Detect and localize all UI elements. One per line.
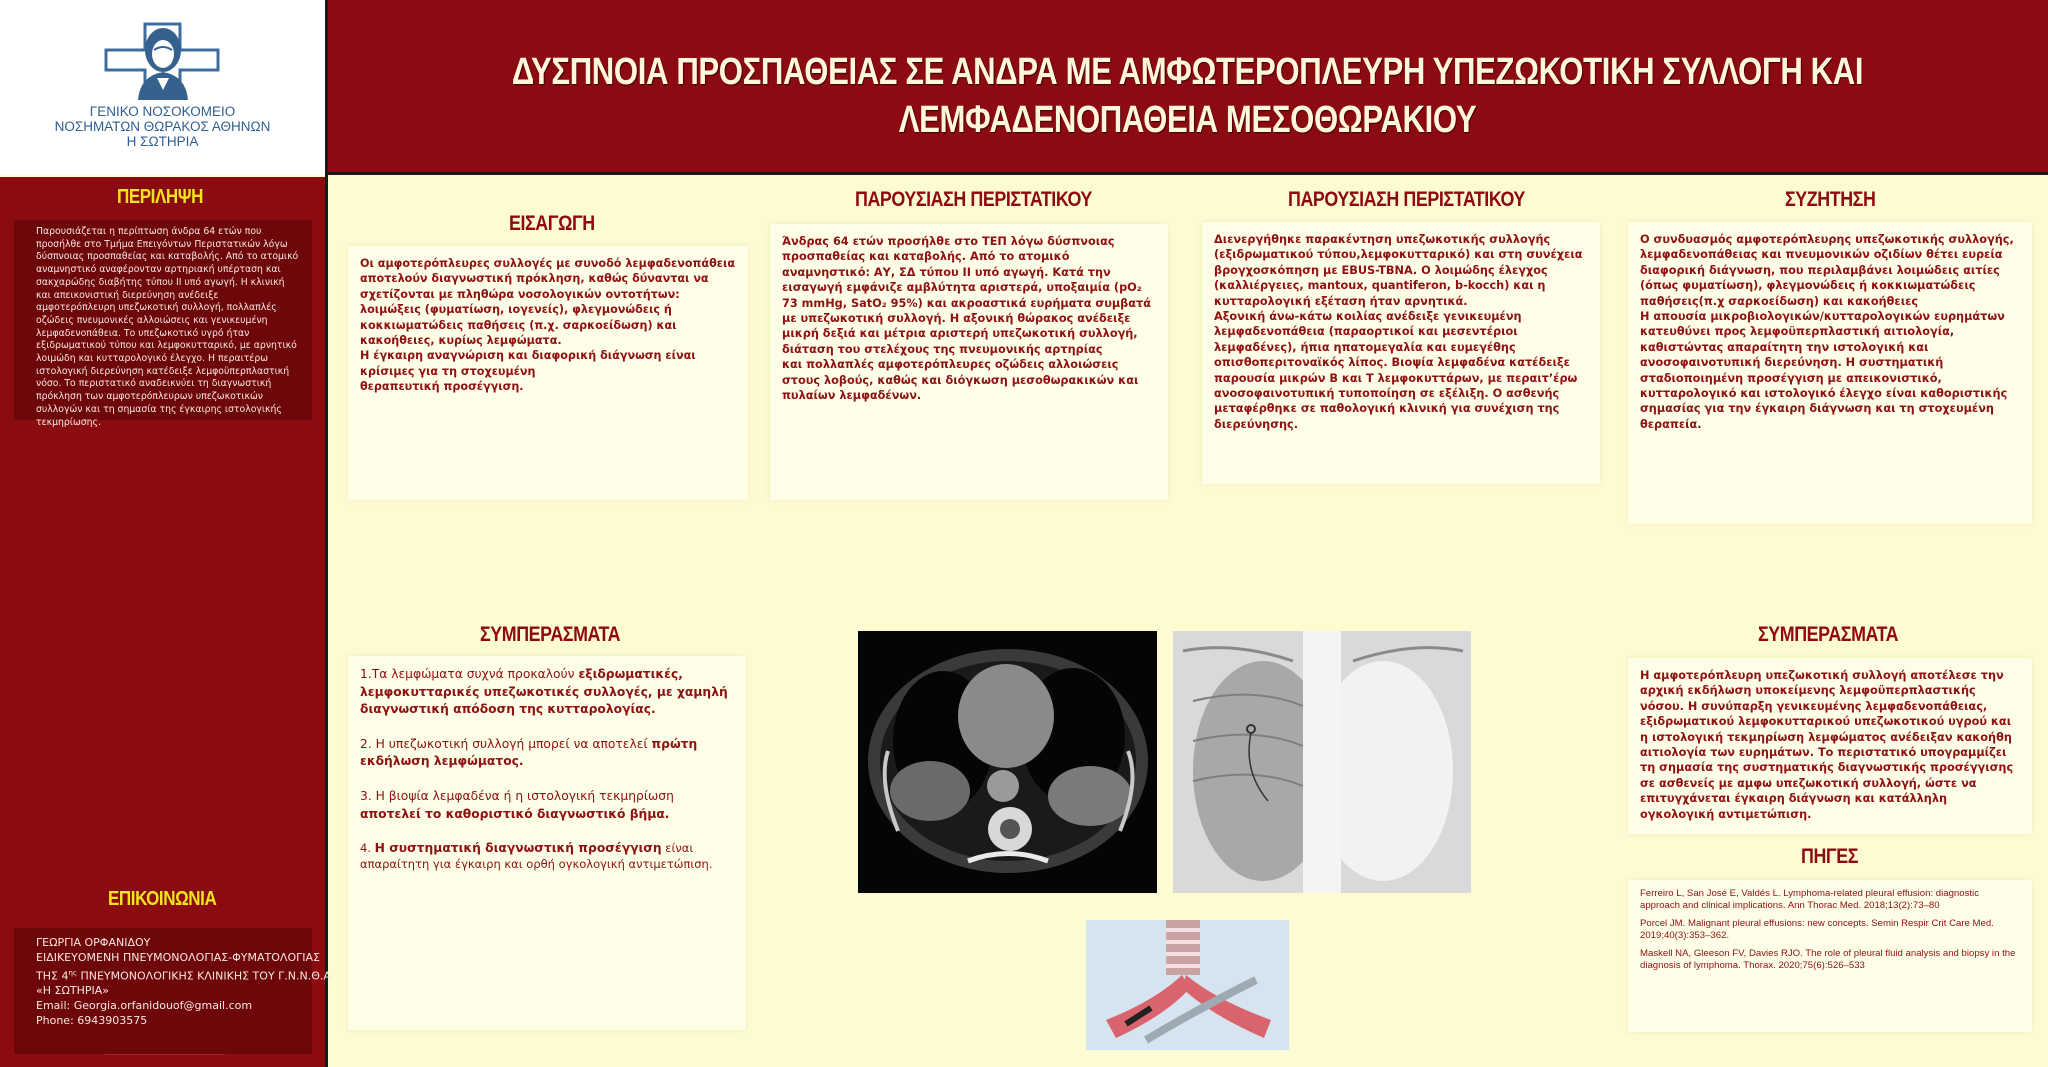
case2-heading: ΠΑΡΟΥΣΙΑΣΗ ΠΕΡΙΣΤΑΤΙΚΟΥ [1288,188,1525,211]
conclusion-item-3 [360,788,734,823]
intro-p1: Οι αμφοτερόπλευρες συλλογές με συνοδό λεμφαδενοπάθεια αποτελούν διαγνωστική πρόκληση, καθώς δύνανται να σχετίζονται με πληθώρα νοσολογικών οντοτήτων: λοιμώξεις (φυματίωση, ιογενείς), φλεγμονώδεις ή [360,257,736,317]
vertical-divider [325,0,328,1067]
logo-line-2: ΝΟΣΗΜΑΤΩΝ ΘΩΡΑΚΟΣ ΑΘΗΝΩΝ [54,119,271,134]
conclusions1-text [348,656,746,872]
intro-panel [348,246,748,500]
poster-title-line-2: ΛΕΜΦΑΔΕΝΟΠΑΘΕΙΑ ΜΕΣΟΘΩΡΑΚΙΟΥ [898,99,1477,141]
chest-xray-image [1173,631,1471,893]
conclusions2-text: Η αμφοτερόπλευρη υπεζωκοτική συλλογή αποτέλεσε την αρχική εκδήλωση υποκείμενης λεμφοϋπερπλαστικής νόσου. Η συνύπαρξη γενικευμένης λεμφαδενοπάθειας, εξιδρωματικού λεμφοκυτταρικού υπεζωκοτικού υγρού και η ιστολογική τεκμηρίωση λεμφώματος ανέδειξαν κακοήθη αιτιολογία των ευρημάτων. Το περιστατικό υπογραμμίζει τη σημασία της συστηματικής διαγνωστικής προσέγγισης σε ασθενείς με αμφω υπεζωκοτική συλλογή, ώστε να επιτυγχάνεται έγκαιρη διάγνωση και κατάλληλη ογκολογική αντιμετώπιση. [1640,669,2014,821]
case1-panel [770,224,1168,500]
logo-line-3: Η ΣΩΤΗΡΙΑ [126,134,199,149]
contact-phone: Phone: 6943903575 [36,1013,148,1027]
conclusions1-panel [348,656,746,1030]
discussion-text [1628,222,2032,432]
conclusions2-panel [1628,658,2032,834]
contact-hospital: «Η ΣΩΤΗΡΙΑ» [36,984,109,998]
summary-box [14,220,312,428]
case2-p2: Αξονική άνω-κάτω κοιλίας ανέδειξε γενικευμένη λεμφαδενοπάθεια (παραορτικοί και μεσεντέριοι λεμφαδένες), ήπια ηπατομεγαλία και ευμεγέθης οπισθοπεριτοναϊκός λίπος. Βιοψία λεμφαδένα κατέδειξε παρουσία μικρών Β και Τ λεμφοκυττάρων, με περαιτ’έρω ανοσοφαινοτυπική τυποποίηση σε εξέλιξη. Ο ασθενής μεταφέρθηκε σε παθολογική κλινική για συνέχιση της διερεύνησης. [1214,310,1578,431]
hospital-logo-emblem-icon [100,14,225,100]
hospital-logo [0,0,325,175]
poster-header [327,0,2048,175]
intro-text [348,246,748,395]
sidebar-footer-line [105,1054,225,1055]
intro-heading: ΕΙΣΑΓΩΓΗ [509,212,595,235]
logo-line-1: ΓΕΝΙΚΟ ΝΟΣΟΚΟΜΕΙΟ [89,104,236,119]
conclusions1-heading: ΣΥΜΠΕΡΑΣΜΑΤΑ [480,623,621,646]
contact-clinic-rest: ΠΝΕΥΜΟΝΟΛΟΓΙΚΗΣ ΚΛΙΝΙΚΗΣ ΤΟΥ Γ.Ν.Ν.Θ.Α [76,969,331,983]
poster-title-line-1: ΔΥΣΠΝΟΙΑ ΠΡΟΣΠΑΘΕΙΑΣ ΣΕ ΑΝΔΡΑ ΜΕ ΑΜΦΩΤΕΡΟΠΛΕΥΡΗ ΥΠΕΖΩΚΟΤΙΚΗ ΣΥΛΛΟΓΗ ΚΑΙ [511,51,1864,93]
discussion-heading: ΣΥΖΗΤΗΣΗ [1785,188,1876,211]
reference-item-2: Porcel JM. Malignant pleural effusions: new concepts. Semin Respir Crit Care Med. 2019;40(3):353–362. [1640,918,1994,941]
case2-panel [1202,222,1600,484]
case1-p2: και πολλαπλές αμφοτερόπλευρες οζώδεις αλλοιώσεις στους λοβούς, καθώς και διόγκωση μεσοθωρακικών και πυλαίων λεμφαδένων. [782,358,1139,403]
reference-item-3: Maskell NA, Gleeson FV, Davies RJO. The role of pleural fluid analysis and biopsy in the diagnosis of lymphoma. Thorax. 2020;75(6):526–533 [1640,948,2016,971]
conclusion-item-1-bold: εξιδρωματικές, λεμφοκυτταρικές υπεζωκοτικές συλλογές, με χαμηλή διαγνωστική απόδοση της κυτταρολογίας. [360,667,728,717]
ct-scan-image [858,631,1157,893]
case1-text [770,224,1168,403]
reference-item-1: Ferreiro L, San José E, Valdés L. Lymphoma-related pleural effusion: diagnostic approach and clinical implications. Ann Thorac Med. 2018;13(2):73–80 [1640,888,1979,911]
conclusion-item-4-num: 4. [360,841,375,856]
references-heading: ΠΗΓΕΣ [1801,845,1859,868]
intro-p4: θεραπευτική προσέγγιση. [360,380,524,394]
conclusion-item-2 [360,736,734,771]
poster-title [482,48,1893,144]
conclusion-item-3-bold: αποτελεί το καθοριστικό διαγνωστικό βήμα. [360,806,670,821]
references-panel [1628,880,2032,1032]
contact-heading: ΕΠΙΚΟΙΝΩΝΙΑ [108,888,217,910]
discussion-p1: Ο συνδυασμός αμφοτερόπλευρης υπεζωκοτικής συλλογής, λεμφαδενοπάθειας και πνευμονικών οζιδίων θέτει ευρεία διαφορική διάγνωση, που περιλαμβάνει λοιμώδεις αιτίες (όπως φυματίωση), φλεγμονώδεις ή κοκκιωματώδεις παθήσεις(π.χ σαρκοείδωση) και κακοήθειες [1640,233,2014,308]
conclusion-item-1-plain: 1.Τα λεμφώματα συχνά προκαλούν [360,667,579,681]
case1-heading: ΠΑΡΟΥΣΙΑΣΗ ΠΕΡΙΣΤΑΤΙΚΟΥ [855,188,1092,211]
contact-role: ΕΙΔΙΚΕΥΟΜΕΝΗ ΠΝΕΥΜΟΝΟΛΟΓΙΑΣ-ΦΥΜΑΤΟΛΟΓΙΑΣ [36,950,320,964]
conclusion-item-4-bold: Η συστηματική διαγνωστική προσέγγιση [374,841,662,856]
conclusion-item-4 [360,840,734,872]
airway-illustration-image [1086,920,1289,1050]
conclusion-item-1 [360,666,734,719]
contact-text [14,928,331,1028]
conclusion-item-2-bold: πρώτη εκδήλωση λεμφώματος. [360,736,698,769]
case1-p1: Άνδρας 64 ετών προσήλθε στο ΤΕΠ λόγω δύσπνοιας προσπαθείας και καταβολής. Από το ατομικό αναμνηστικό: ΑΥ, ΣΔ τύπου ΙΙ υπό αγωγή. Κατά την εισαγωγή εμφάνιζε αμβλύτητα αριστερά, υποξαιμία (pO₂ 73 mmHg, SatO₂ 95%) και ακροαστικά ευρήματα συμβατά με υπεζωκοτική συλλογή. Η αξονική θώρακος ανέδειξε μικρή δεξιά και μέτρια αριστερή υπεζωκοτική συλλογή, διάταση του στελέχους της πνευμονικής αρτηρίας [782,235,1151,356]
conclusion-item-2-plain: 2. Η υπεζωκοτική συλλογή μπορεί να αποτελεί [360,736,652,751]
intro-p2: κοκκιωματώδεις παθήσεις (π.χ. σαρκοείδωση) και κακοήθειες, κυρίως λεμφώματα. [360,318,677,348]
summary-text: Παρουσιάζεται η περίπτωση άνδρα 64 ετών που προσήλθε στο Τμήμα Επειγόντων Περιστατικών λόγω δύσπνοιας προσπαθείας και καταβολής. Από το ατομικό αναμνηστικό αναφέρονταν αρτηριακή υπέρταση και σακχαρώδης διαβήτης τύπου II υπό αγωγή. Η κλινική και απεικονιστική διερεύνηση ανέδειξε αμφοτερόπλευρη υπεζωκοτική συλλογή, πολλαπλές οζώδεις πνευμονικές αλλοιώσεις και γενικευμένη λεμφαδενοπάθεια. Το υπεζωκοτικό υγρό ήταν εξιδρωματικού τύπου και λεμφοκυτταρικό, με αρνητικό λοιμώδη και κυτταρολογικό έλεγχο. Η περαιτέρω ιστολογική διερεύνηση κατέδειξε λεμφοϋπερπλαστική νόσο. Το περιστατικό αναδεικνύει τη διαγνωστική πρόκληση των αμφοτερόπλευρων υπεζωκοτικών συλλογών και τη σημασία της έγκαιρης ιστολογικής τεκμηρίωσης. [36,226,299,428]
conclusions2-heading: ΣΥΜΠΕΡΑΣΜΑΤΑ [1758,623,1899,646]
contact-clinic-prefix: ΤΗΣ 4 [36,969,69,983]
contact-clinic [36,966,331,984]
conclusion-item-3-plain: 3. Η βιοψία λεμφαδένα ή η ιστολογική τεκμηρίωση [360,788,674,803]
case2-text [1202,222,1600,432]
intro-p3: Η έγκαιρη αναγνώριση και διαφορική διάγνωση είναι κρίσιμες για τη στοχευμένη [360,349,696,378]
case2-p1: Διενεργήθηκε παρακέντηση υπεζωκοτικής συλλογής (εξιδρωματικού τύπου,λεμφοκυτταρικό) και στη συνέχεια βρογχοσκόπηση με EBUS-TBNA. Ο λοιμώδης έλεγχος (καλλιέργειες, mantoux, quantiferon, b-kocch) και η κυτταρολογική εξέταση ήταν αρνητικά. [1214,233,1583,308]
discussion-panel [1628,222,2032,524]
contact-clinic-sup: ης [68,968,77,977]
contact-box [14,928,331,1054]
references-text [1628,880,2032,972]
conclusion-item-4-plain: είναι απαραίτητη για έγκαιρη και ορθή ογκολογική αντιμετώπιση. [360,841,713,872]
discussion-p2: Η απουσία μικροβιολογικών/κυτταρολογικών ευρημάτων κατευθύνει προς λεμφοϋπερπλαστική αιτιολογία, καθιστώντας απαραίτητη την ιστολογική και ανοσοφαινοτυπική διερεύνηση. Η συστηματική σταδιοποιημένη προσέγγιση με απεικονιστικό, κυτταρολογικό και ιστολογικό έλεγχο είναι καθοριστικής σημασίας για την έγκαιρη διάγνωση και τη στοχευμένη θεραπεία. [1640,310,2008,431]
contact-email[interactable]: Email: Georgia.orfanidouof@gmail.com [36,998,253,1012]
contact-name: ΓΕΩΡΓΙΑ ΟΡΦΑΝΙΔΟΥ [36,936,151,949]
summary-heading: ΠΕΡΙΛΗΨΗ [117,186,203,208]
